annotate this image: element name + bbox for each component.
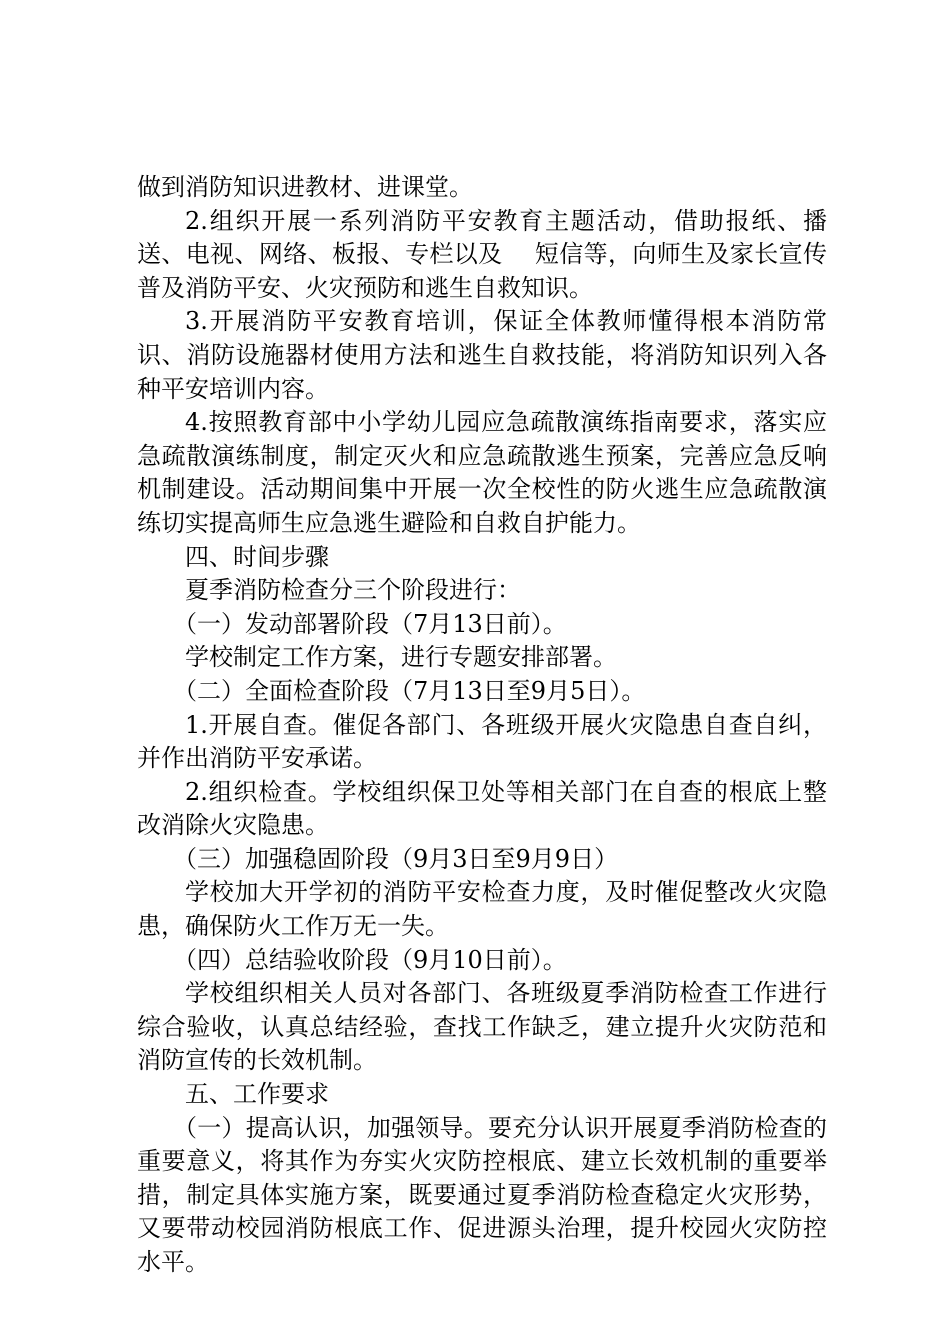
paragraph-item-3: 3.开展消防平安教育培训，保证全体教师懂得根本消防常识、消防设施器材使用方法和逃生自救技能，将消防知识列入各种平安培训内容。 xyxy=(137,307,827,403)
stage-heading-4: （四）总结验收阶段（9月10日前）。 xyxy=(173,945,567,974)
paragraph-item-2: 2.组织开展一系列消防平安教育主题活动，借助报纸、播送、电视、网络、板报、专栏以及 短信等，向师生及家长宣传普及消防平安、火灾预防和逃生自救知识。 xyxy=(137,206,827,302)
stage-heading-1: （一）发动部署阶段（7月13日前）。 xyxy=(173,609,567,638)
paragraph-stage-4: 学校组织相关人员对各部门、各班级夏季消防检查工作进行综合验收，认真总结经验，查找工作缺乏，建立提升火灾防范和消防宣传的长效机制。 xyxy=(137,979,827,1075)
stage-heading-3: （三）加强稳固阶段（9月3日至9月9日） xyxy=(173,844,619,873)
paragraph-requirement-1: （一）提高认识，加强领导。要充分认识开展夏季消防检查的重要意义，将其作为夯实火灾防控根底、建立长效机制的重要举措，制定具体实施方案，既要通过夏季消防检查稳定火灾形势，又要带动校园消防根底工作、促进源头治理，提升校园火灾防控水平。 xyxy=(137,1113,827,1276)
paragraph-item-4: 4.按照教育部中小学幼儿园应急疏散演练指南要求，落实应急疏散演练制度，制定灭火和应急疏散逃生预案，完善应急反响机制建设。活动期间集中开展一次全校性的防火逃生应急疏散演练切实提高师生应急逃生避险和自救自护能力。 xyxy=(137,408,827,537)
section-heading-schedule: 四、时间步骤 xyxy=(185,542,329,571)
paragraph-continuation: 做到消防知识进教材、进课堂。 xyxy=(137,173,473,201)
paragraph-schedule-intro: 夏季消防检查分三个阶段进行： xyxy=(185,576,521,605)
stage-heading-2: （二）全面检查阶段（7月13日至9月5日）。 xyxy=(173,676,646,705)
paragraph-stage-1: 学校制定工作方案，进行专题安排部署。 xyxy=(185,643,617,672)
document-body xyxy=(137,171,827,1280)
paragraph-stage-2-item-2: 2.组织检查。学校组织保卫处等相关部门在自查的根底上整改消除火灾隐患。 xyxy=(137,777,827,840)
paragraph-stage-3: 学校加大开学初的消防平安检查力度，及时催促整改火灾隐患，确保防火工作万无一失。 xyxy=(137,878,827,941)
section-heading-requirements: 五、工作要求 xyxy=(185,1080,329,1109)
paragraph-stage-2-item-1: 1.开展自查。催促各部门、各班级开展火灾隐患自查自纠，并作出消防平安承诺。 xyxy=(137,710,827,773)
